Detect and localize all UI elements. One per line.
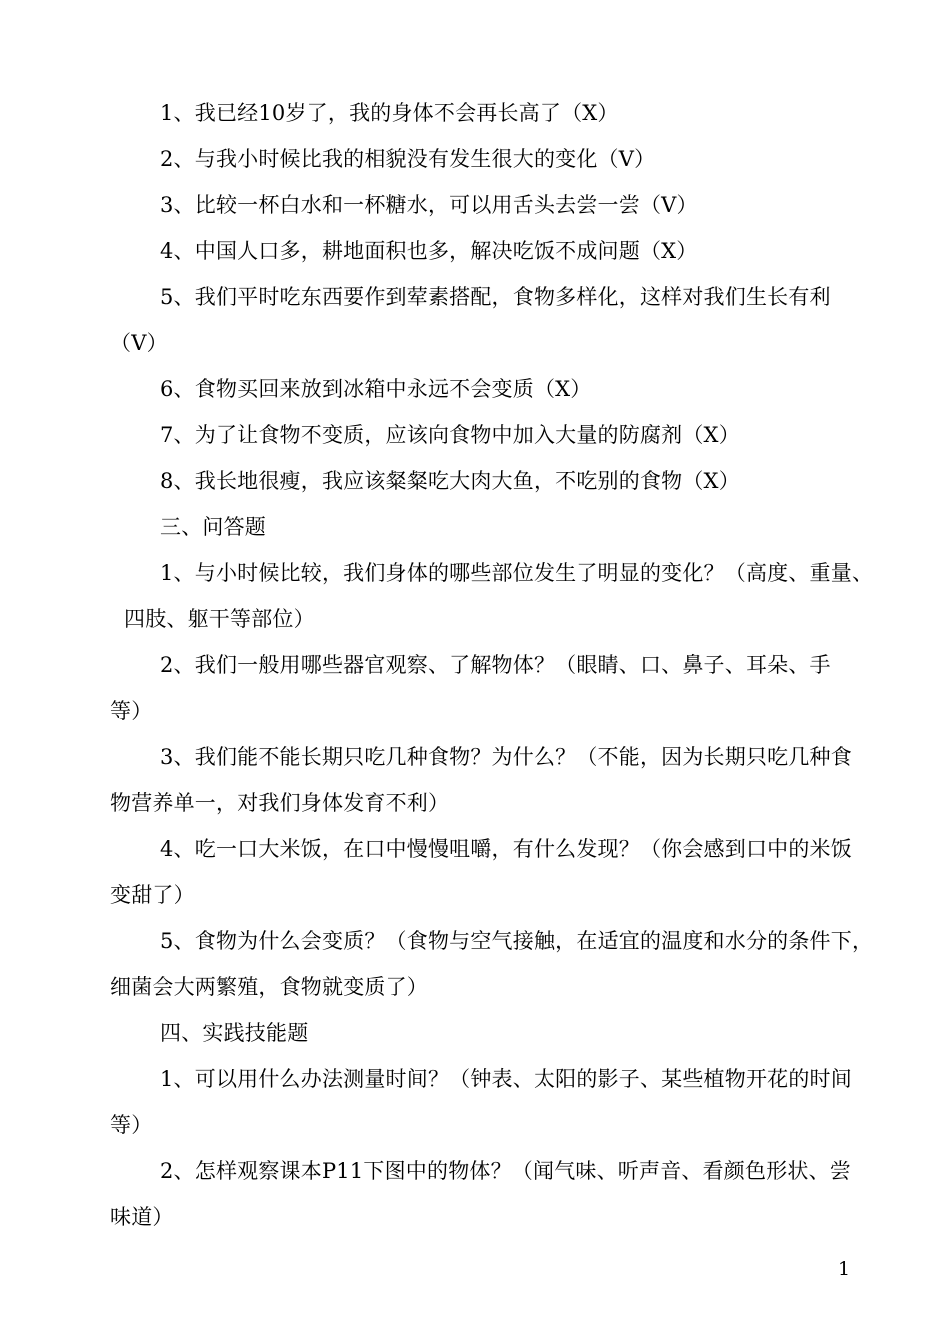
tf-item-8: 8、我长地很瘦，我应该粲粲吃大肉大鱼，不吃别的食物（X） xyxy=(160,469,740,493)
qa-item-1-cont: 四肢、躯干等部位） xyxy=(124,607,315,631)
tf-item-1: 1、我已经10岁了，我的身体不会再长高了（X） xyxy=(160,101,619,125)
section-title-practice: 四、实践技能题 xyxy=(160,1021,309,1045)
practice-item-2-cont: 味道） xyxy=(110,1205,174,1229)
tf-item-4: 4、中国人口多，耕地面积也多，解决吃饭不成问题（X） xyxy=(160,239,698,263)
qa-item-2-cont: 等） xyxy=(110,699,153,723)
qa-item-2: 2、我们一般用哪些器官观察、了解物体？（眼睛、口、鼻子、耳朵、手 xyxy=(160,653,831,677)
qa-item-5: 5、食物为什么会变质？（食物与空气接触，在适宜的温度和水分的条件下， xyxy=(160,929,874,953)
qa-item-4-cont: 变甜了） xyxy=(110,883,195,907)
qa-item-3: 3、我们能不能长期只吃几种食物？为什么？（不能，因为长期只吃几种食 xyxy=(160,745,852,769)
qa-item-4: 4、吃一口大米饭，在口中慢慢咀嚼，有什么发现？（你会感到口中的米饭 xyxy=(160,837,852,861)
tf-item-5-cont: （V） xyxy=(110,331,168,355)
qa-item-3-cont: 物营养单一，对我们身体发育不利） xyxy=(110,791,450,815)
tf-item-7: 7、为了让食物不变质，应该向食物中加入大量的防腐剂（X） xyxy=(160,423,740,447)
section-title-qa: 三、问答题 xyxy=(160,515,266,539)
page-number: 1 xyxy=(838,1258,851,1280)
practice-item-1-cont: 等） xyxy=(110,1113,153,1137)
tf-item-6: 6、食物买回来放到冰箱中永远不会变质（X） xyxy=(160,377,592,401)
tf-item-5: 5、我们平时吃东西要作到荤素搭配，食物多样化，这样对我们生长有利 xyxy=(160,285,831,309)
qa-item-1: 1、与小时候比较，我们身体的哪些部位发生了明显的变化？（高度、重量、 xyxy=(160,561,874,585)
tf-item-2: 2、与我小时候比我的相貌没有发生很大的变化（V） xyxy=(160,147,656,171)
tf-item-3: 3、比较一杯白水和一杯糖水，可以用舌头去尝一尝（V） xyxy=(160,193,698,217)
qa-item-5-cont: 细菌会大两繁殖，食物就变质了） xyxy=(110,975,428,999)
practice-item-1: 1、可以用什么办法测量时间？（钟表、太阳的影子、某些植物开花的时间 xyxy=(160,1067,852,1091)
practice-item-2: 2、怎样观察课本P11下图中的物体？（闻气味、听声音、看颜色形状、尝 xyxy=(160,1159,852,1183)
